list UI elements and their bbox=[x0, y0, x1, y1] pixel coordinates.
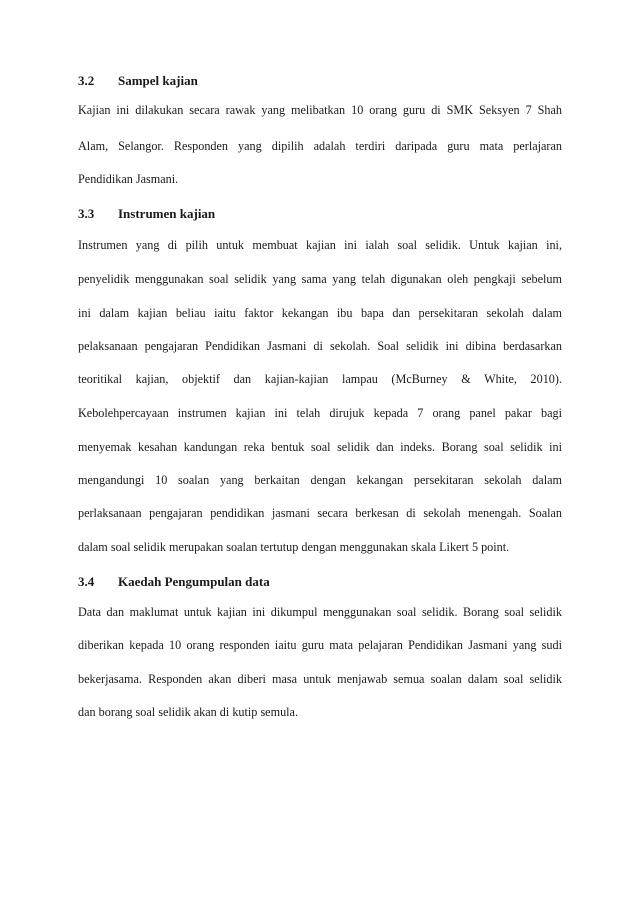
section-heading-3-4 bbox=[78, 574, 270, 590]
paragraph-line: Alam, Selangor. Responden yang dipilih adalah terdiri daripada guru mata perlajaran bbox=[78, 139, 562, 153]
paragraph-line: dan borang soal selidik akan di kutip semula. bbox=[78, 705, 299, 719]
paragraph-line: ini dalam kajian beliau iaitu faktor kekangan ibu bapa dan persekitaran sekolah dalam bbox=[78, 306, 562, 320]
paragraph-line: dalam soal selidik merupakan soalan tertutup dengan menggunakan skala Likert 5 point. bbox=[78, 540, 510, 554]
paragraph-line: bekerjasama. Responden akan diberi masa untuk menjawab semua soalan dalam soal selidik bbox=[78, 672, 562, 686]
section-number: 3.3 bbox=[78, 206, 95, 221]
paragraph-line: Kajian ini dilakukan secara rawak yang melibatkan 10 orang guru di SMK Seksyen 7 Shah bbox=[78, 103, 562, 117]
paragraph-line: menyemak kesahan kandungan reka bentuk soal selidik dan indeks. Borang soal selidik ini bbox=[78, 440, 562, 454]
paragraph-line: pelaksanaan pengajaran Pendidikan Jasmani di sekolah. Soal selidik ini dibina berdasarkan bbox=[78, 339, 562, 353]
section-number: 3.4 bbox=[78, 574, 95, 589]
paragraph-line: mengandungi 10 soalan yang berkaitan dengan kekangan persekitaran sekolah dalam bbox=[78, 473, 562, 487]
section-title: Instrumen kajian bbox=[118, 206, 216, 221]
paragraph-line: Instrumen yang di pilih untuk membuat kajian ini ialah soal selidik. Untuk kajian ini, bbox=[78, 238, 562, 252]
paragraph-line: Data dan maklumat untuk kajian ini dikumpul menggunakan soal selidik. Borang soal selidik bbox=[78, 605, 562, 619]
paragraph-line: Pendidikan Jasmani. bbox=[78, 172, 179, 186]
paragraph-line: Kebolehpercayaan instrumen kajian ini telah dirujuk kepada 7 orang panel pakar bagi bbox=[78, 406, 562, 420]
section-heading-3-2 bbox=[78, 73, 198, 89]
paragraph-line: penyelidik menggunakan soal selidik yang sama yang telah digunakan oleh pengkaji sebelum bbox=[78, 272, 562, 286]
paragraph-line: diberikan kepada 10 orang responden iaitu guru mata pelajaran Pendidikan Jasmani yang sudi bbox=[78, 638, 562, 652]
paragraph-line: teoritikal kajian, objektif dan kajian-kajian lampau (McBurney & White, 2010). bbox=[78, 372, 562, 386]
section-number: 3.2 bbox=[78, 73, 95, 88]
paragraph-line: perlaksanaan pengajaran pendidikan jasmani secara berkesan di sekolah menengah. Soalan bbox=[78, 506, 562, 520]
section-title: Sampel kajian bbox=[118, 73, 198, 88]
section-title: Kaedah Pengumpulan data bbox=[118, 574, 270, 589]
section-heading-3-3 bbox=[78, 206, 215, 222]
